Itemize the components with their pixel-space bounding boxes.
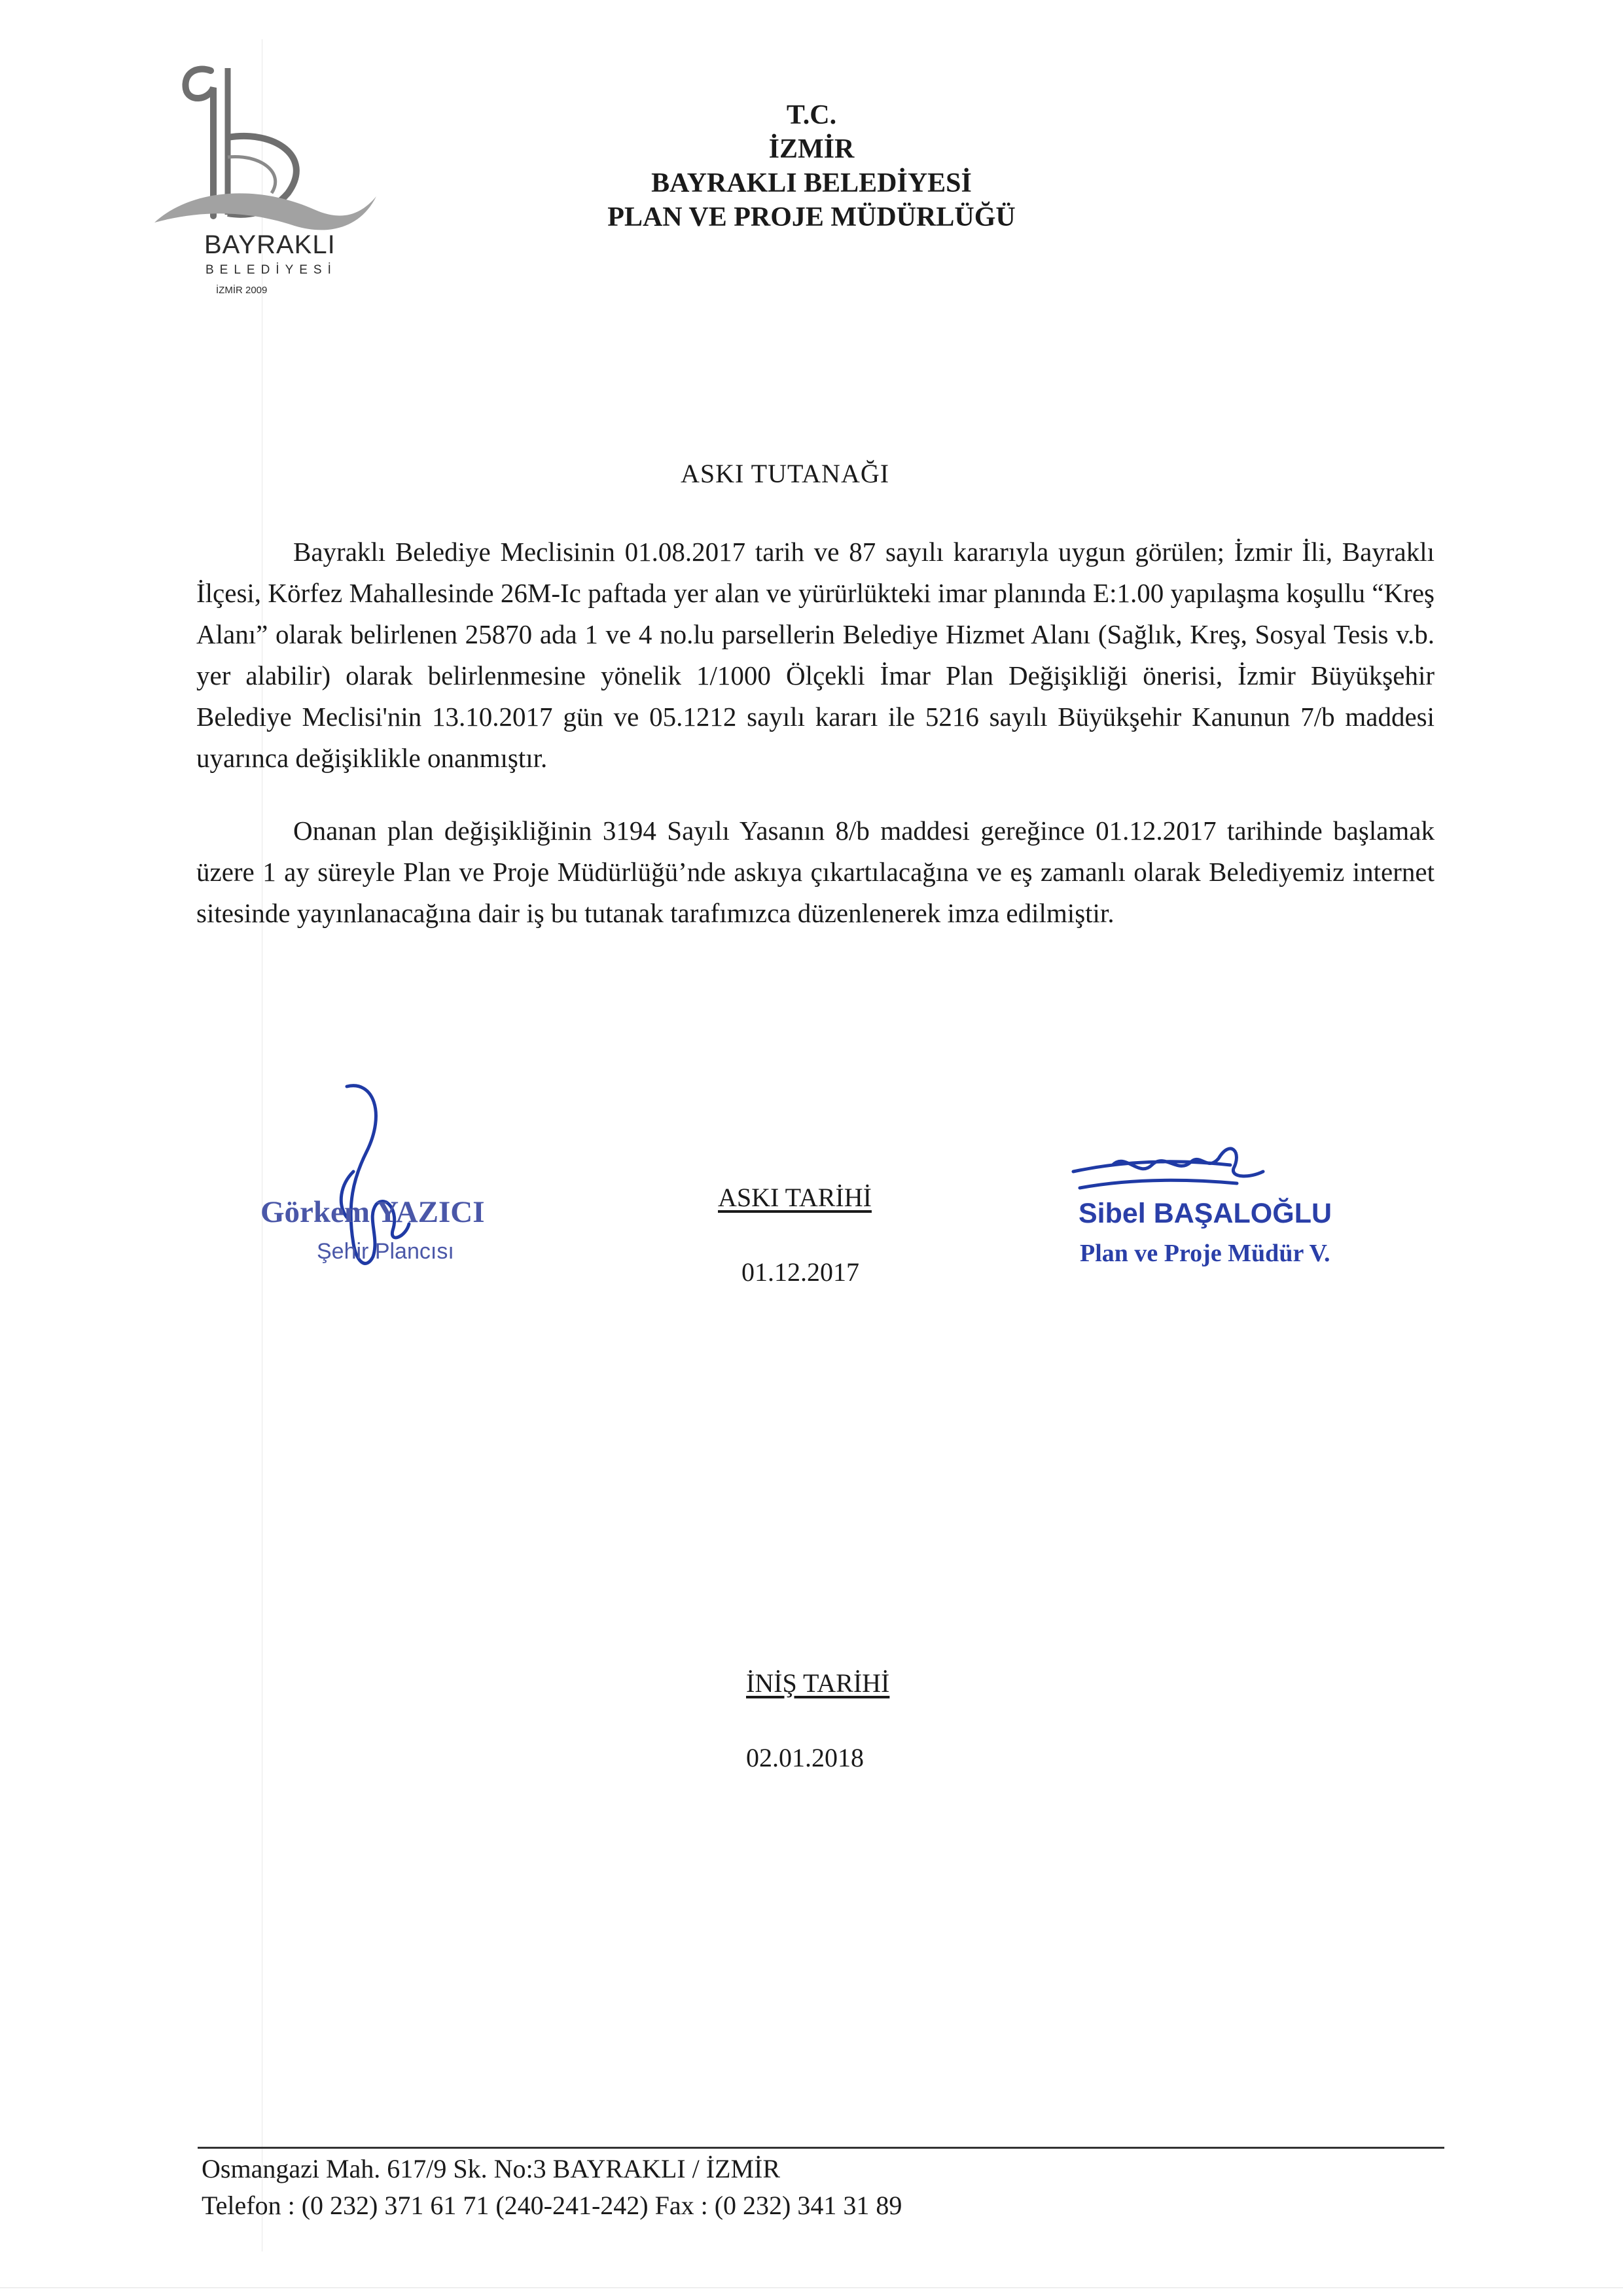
posting-date-label: ASKI TARİHİ [718,1183,872,1212]
scan-bottom-line [0,2287,1623,2288]
removal-date-value: 02.01.2018 [746,1743,864,1772]
signatory-left-name: Görkem YAZICI [260,1195,485,1229]
municipality-logo [151,59,386,308]
signatory-right-role: Plan ve Proje Müdür V. [1080,1240,1330,1267]
removal-date-label: İNİŞ TARİHİ [746,1668,890,1698]
footer-divider [198,2147,1444,2149]
body-paragraph-2: Onanan plan değişikliğinin 3194 Sayılı Yasanın 8/b maddesi gereğince 01.12.2017 tarihinde başlamak üzere 1 ay süreyle Plan ve Proje Müdürlüğü’nde askıya çıkartılacağına ve eş zamanlı olarak Belediyemiz internet sitesinde yayınlanacağına dair iş bu tutanak tarafımızca düzenlenerek imza edilmiştir. [196,816,1435,928]
posting-date-value: 01.12.2017 [741,1257,859,1287]
footer-phone-fax: Telefon : (0 232) 371 61 71 (240-241-242) Fax : (0 232) 341 31 89 [202,2191,902,2220]
footer-contact [202,2151,902,2224]
header-line-tc: T.C. [786,100,837,130]
signatory-left-role: Şehir Plancısı [317,1239,454,1264]
document-title: ASKI TUTANAĞI [681,459,890,488]
header-line-department: PLAN VE PROJE MÜDÜRLÜĞÜ [607,202,1016,232]
logo-mark-icon [151,59,386,236]
body-paragraph-1: Bayraklı Belediye Meclisinin 01.08.2017 tarih ve 87 sayılı kararıyla uygun görülen; İzmir İli, Bayraklı İlçesi, Körfez Mahallesinde 26M-Ic paftada yer alan ve yürürlükteki imar planında E:1.00 yapılaşma koşullu “Kreş Alanı” olarak belirlenen 25870 ada 1 ve 4 no.lu parsellerin Belediye Hizmet Alanı (Sağlık, Kreş, Sosyal Tesis v.b. yer alabilir) olarak belirlenmesine yönelik 1/1000 Ölçekli İmar Plan Değişikliği önerisi, İzmir Büyükşehir Belediye Meclisi'nin 13.10.2017 gün ve 05.1212 sayılı kararı ile 5216 sayılı Büyükşehir Kanunun 7/b maddesi uyarınca değişiklikle onanmıştır. [196,537,1435,773]
header-line-municipality: BAYRAKLI BELEDİYESİ [651,168,972,198]
logo-city-year: İZMİR 2009 [216,285,268,296]
signatory-right-name: Sibel BAŞALOĞLU [1079,1198,1332,1229]
header-line-city: İZMİR [768,134,855,164]
logo-name: BAYRAKLI [204,230,336,259]
logo-subtitle: BELEDİYESİ [205,263,337,277]
letterhead [563,98,1060,234]
footer-address: Osmangazi Mah. 617/9 Sk. No:3 BAYRAKLI / İZMİR [202,2154,781,2183]
